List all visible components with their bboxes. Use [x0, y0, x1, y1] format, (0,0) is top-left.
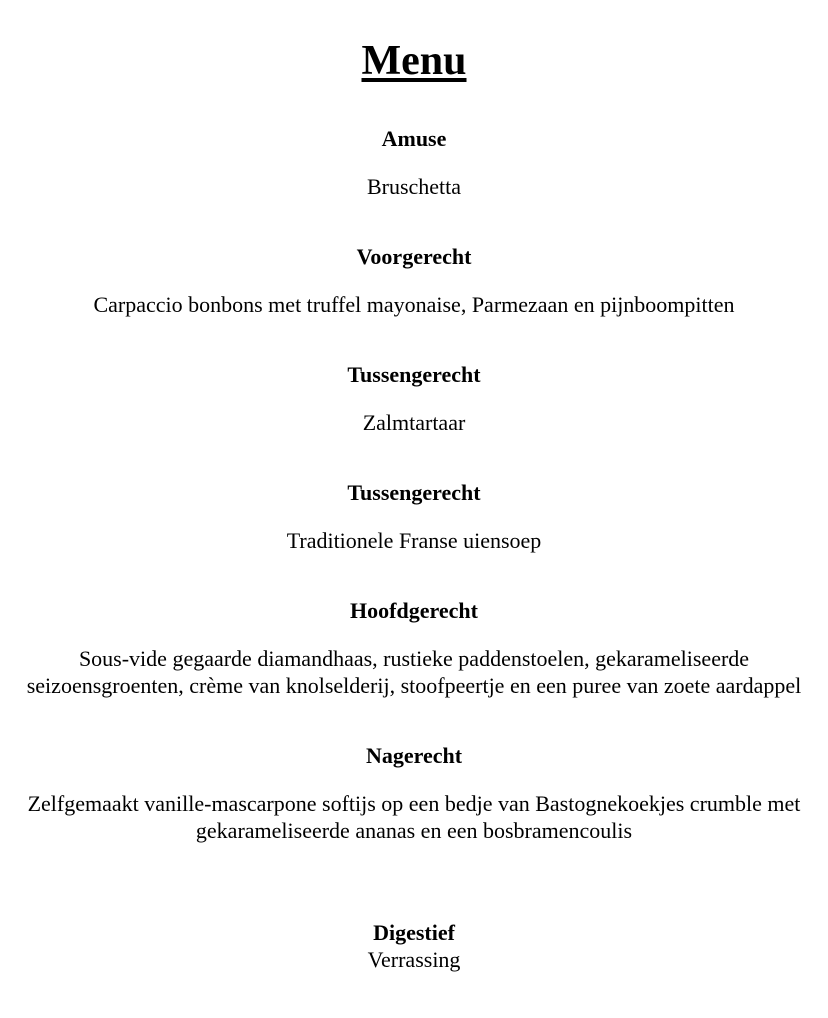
menu-section-amuse [14, 126, 814, 200]
course-description: Sous-vide gegaarde diamandhaas, rustieke paddenstoelen, gekarameliseerde seizoensgroenten, crème van knolselderij, stoofpeertje en een puree van zoete aardappel [26, 646, 802, 699]
menu-section-nagerecht [14, 743, 814, 844]
course-heading: Digestief [373, 920, 455, 946]
course-heading: Nagerecht [365, 743, 463, 769]
course-description: Traditionele Franse uiensoep [286, 528, 542, 554]
menu-section-tussengerecht-1 [14, 362, 814, 436]
course-description: Verrassing [367, 947, 461, 973]
course-description: Carpaccio bonbons met truffel mayonaise, Parmezaan en pijnboompitten [93, 292, 735, 318]
course-heading: Tussengerecht [347, 480, 481, 506]
course-heading: Hoofdgerecht [350, 598, 478, 624]
course-heading: Tussengerecht [347, 362, 481, 388]
course-heading: Voorgerecht [356, 244, 472, 270]
course-description: Bruschetta [366, 174, 462, 200]
page-title: Menu [361, 38, 467, 84]
course-heading: Amuse [381, 126, 447, 152]
course-description: Zalmtartaar [362, 410, 466, 436]
menu-section-voorgerecht [14, 244, 814, 318]
course-description: Zelfgemaakt vanille-mascarpone softijs op een bedje van Bastognekoekjes crumble met gekarameliseerde ananas en een bosbramencoulis [27, 791, 801, 844]
menu-section-digestief [14, 920, 814, 973]
menu-section-tussengerecht-2 [14, 480, 814, 554]
menu-section-hoofdgerecht [14, 598, 814, 699]
